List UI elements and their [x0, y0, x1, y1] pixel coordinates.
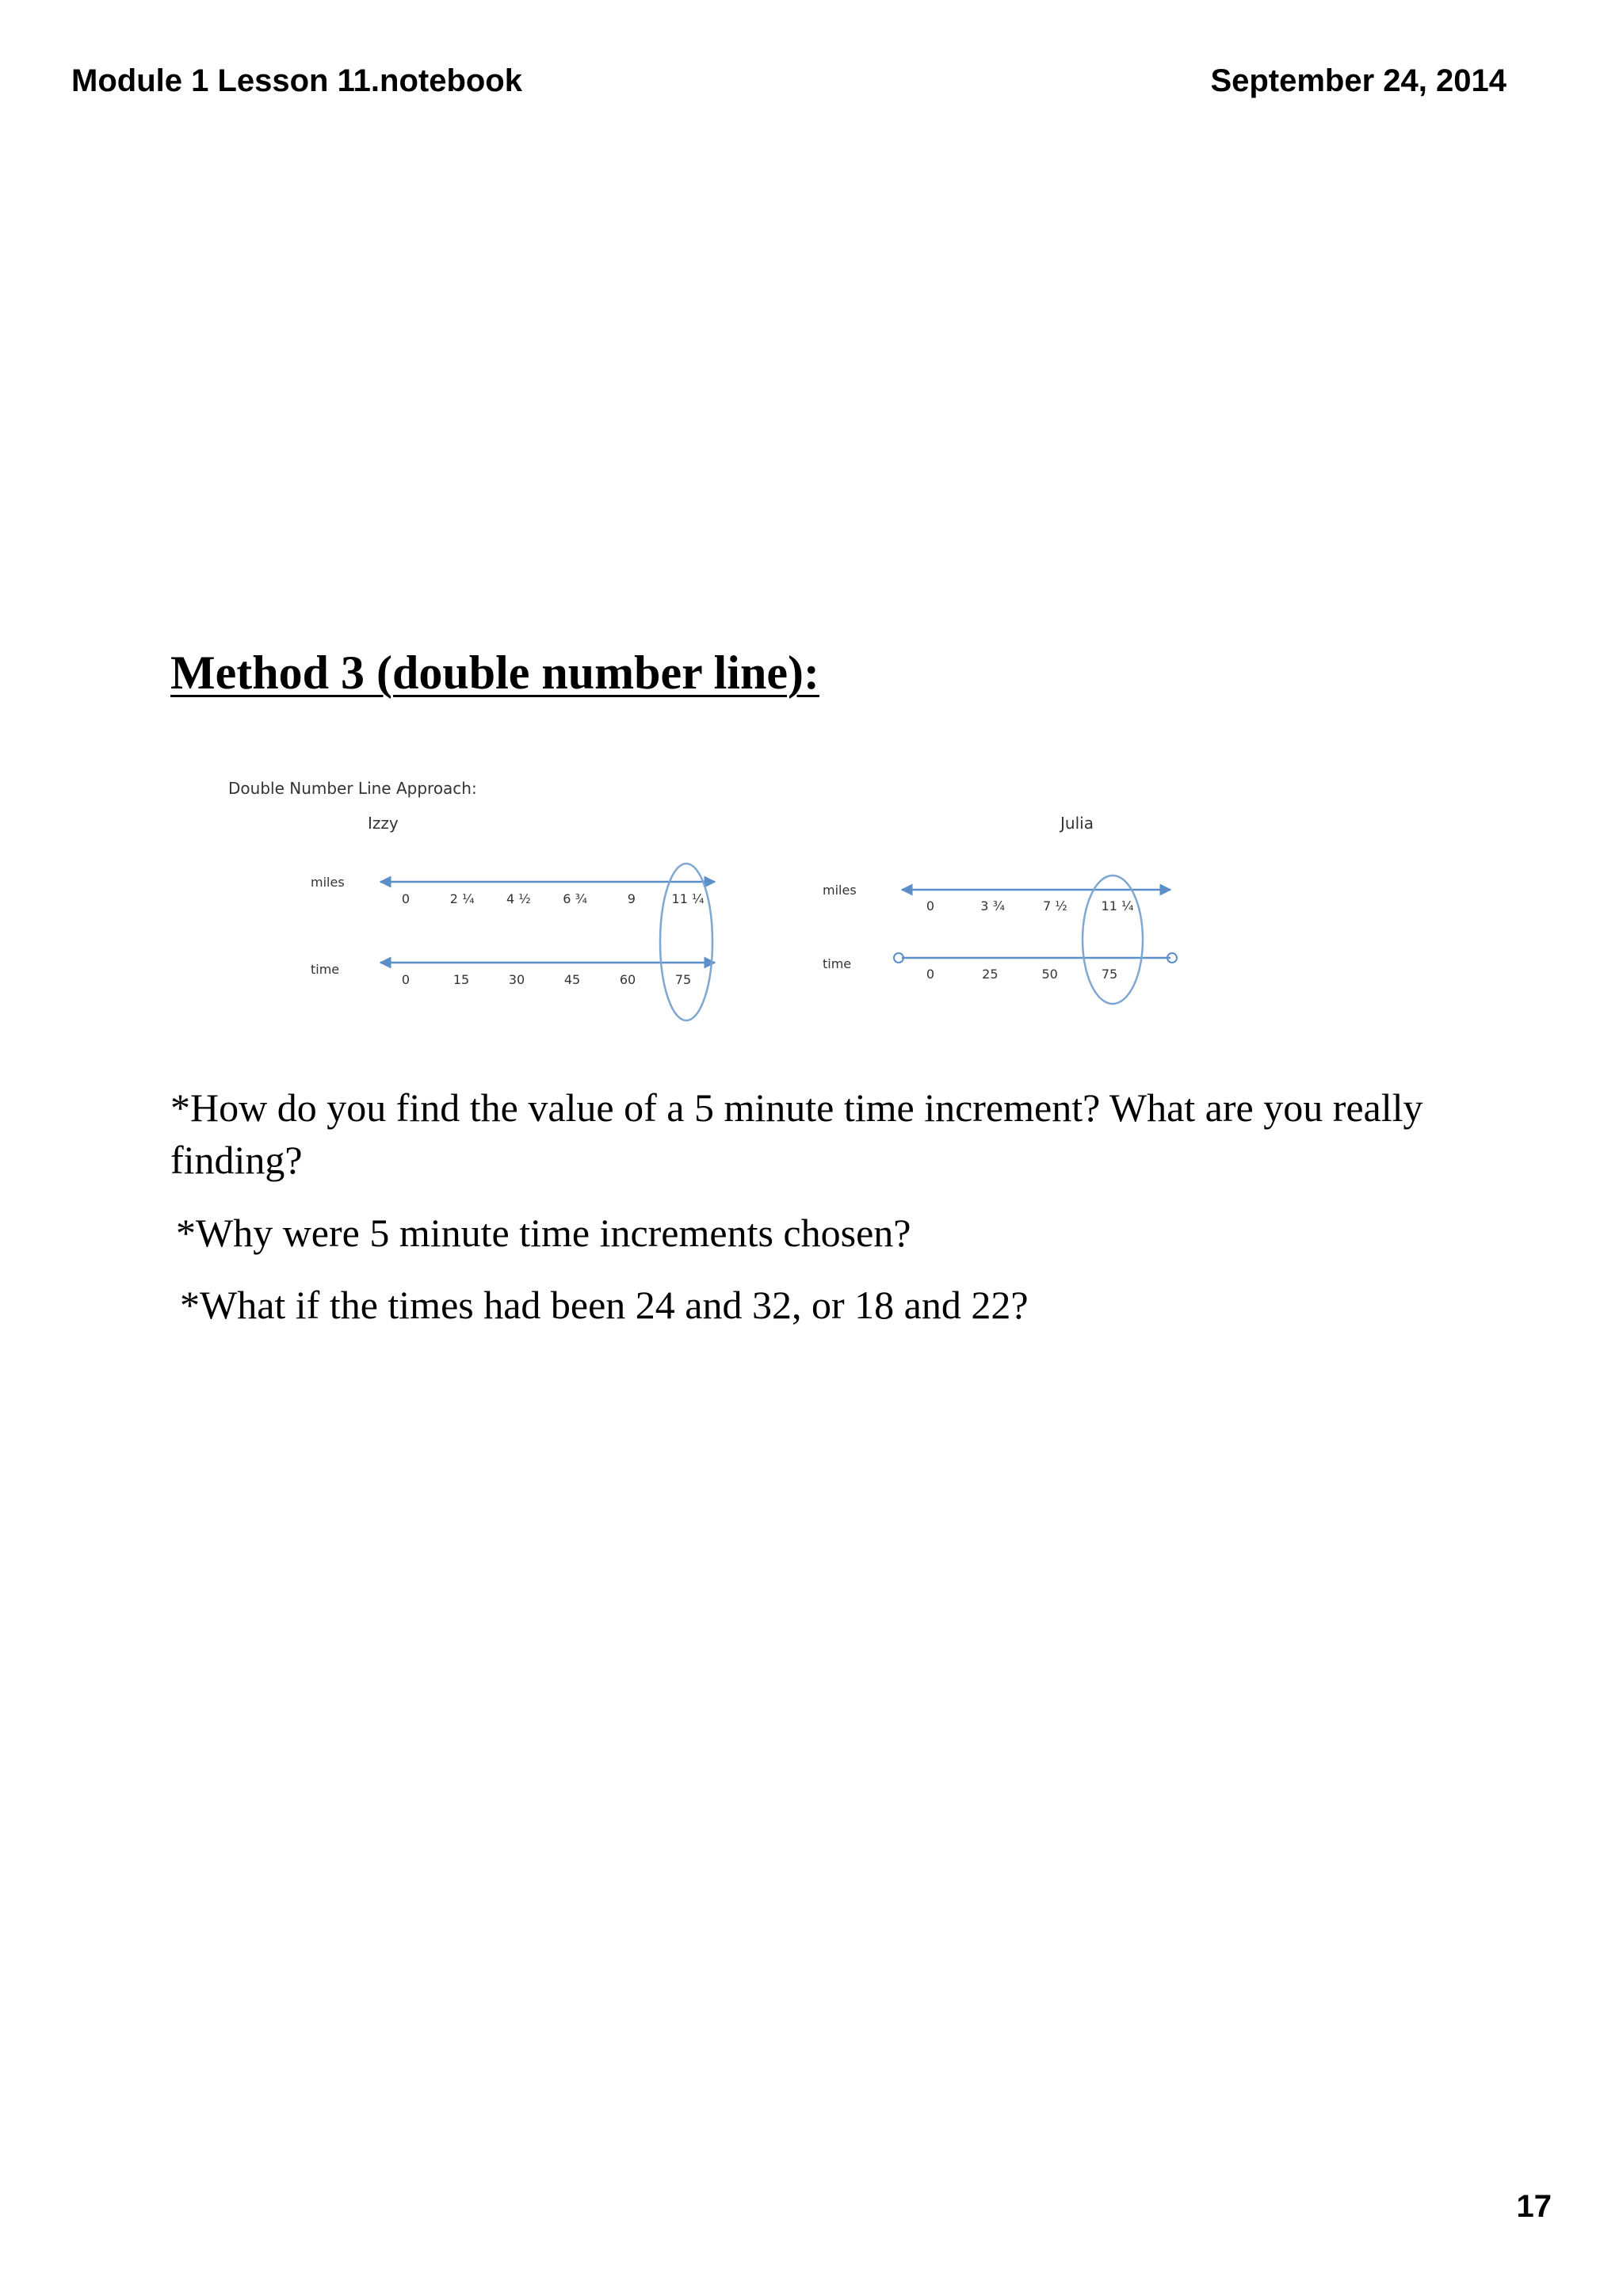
izzy-time-tick-label: 0 [401, 972, 411, 987]
double-number-line-image [216, 765, 1610, 1038]
izzy-time-label: time [311, 962, 340, 977]
izzy-time-tick-label: 60 [619, 972, 636, 987]
notebook-date: September 24, 2014 [1210, 63, 1507, 98]
figure-caption: Double Number Line Approach: [228, 779, 477, 798]
izzy-time-tick-label: 15 [453, 972, 470, 987]
julia-label: Julia [1060, 814, 1094, 833]
julia-time-tick-label: 0 [926, 967, 935, 982]
question-why-5-minutes: *Why were 5 minute time increments chosen? [176, 1211, 911, 1255]
izzy-miles-label: miles [311, 875, 345, 890]
izzy-time-ticks [402, 972, 691, 987]
julia-miles-tick-label: 3 ¾ [980, 898, 1006, 913]
izzy-miles-ticks [402, 891, 705, 906]
julia-time-tick-label: 25 [982, 967, 999, 982]
julia-miles-tick-label: 0 [926, 898, 935, 913]
julia-miles-ticks [926, 898, 1134, 913]
izzy-miles-tick-label: 4 ½ [506, 891, 531, 906]
julia-highlight-ellipse [1083, 875, 1143, 1004]
izzy-miles-tick-label: 9 [627, 891, 636, 906]
julia-miles-tick-label: 11 ¼ [1101, 898, 1134, 913]
izzy-miles-tick-label: 2 ¼ [449, 891, 475, 906]
izzy-highlight-ellipse [660, 864, 712, 1020]
izzy-miles-tick-label: 6 ¾ [563, 891, 587, 906]
notebook-title: Module 1 Lesson 11.notebook [71, 63, 522, 98]
julia-time-label: time [823, 956, 852, 971]
izzy-time-tick-label: 45 [563, 972, 581, 987]
section-title: Method 3 (double number line): [170, 646, 819, 699]
double-number-line-figure [216, 765, 1610, 1038]
julia-time-tick-label: 75 [1101, 967, 1118, 982]
izzy-miles-tick-label: 11 ¼ [671, 891, 705, 906]
question-5-minute-increment: *How do you find the value of a 5 minute time increment? What are you really finding? [170, 1085, 1423, 1182]
izzy-label: Izzy [368, 814, 399, 833]
julia-miles-tick-label: 7 ½ [1042, 898, 1067, 913]
izzy-miles-tick-label: 0 [401, 891, 411, 906]
izzy-time-tick-label: 30 [508, 972, 525, 987]
page-number: 17 [1516, 2189, 1552, 2224]
question-other-times: *What if the times had been 24 and 32, or 18 and 22? [180, 1283, 1029, 1327]
julia-miles-label: miles [823, 883, 857, 898]
julia-time-tick-label: 50 [1041, 967, 1058, 982]
izzy-time-tick-label: 75 [674, 972, 692, 987]
